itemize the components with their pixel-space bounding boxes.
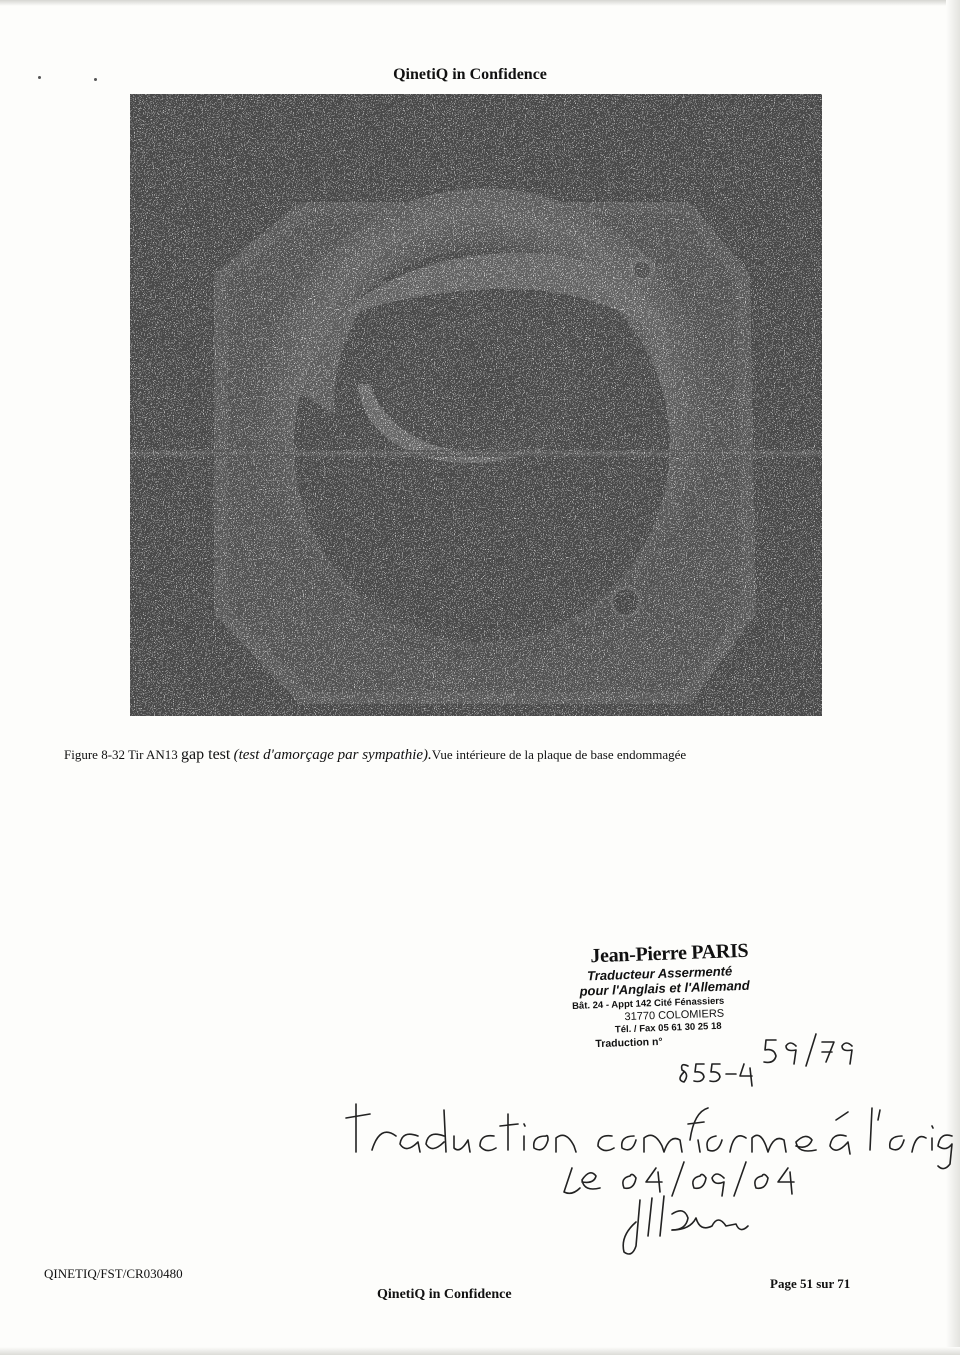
document-reference: QINETIQ/FST/CR030480 [44, 1266, 183, 1281]
scan-edge-top [0, 0, 960, 6]
handwritten-date [564, 1162, 794, 1196]
stamp-city: 31770 COLOMIERS [624, 1007, 725, 1024]
scan-edge-right [946, 0, 960, 1355]
handwritten-statement [346, 1104, 960, 1169]
handwritten-traduction-number [680, 1064, 752, 1086]
figure-caption [64, 746, 924, 764]
page-header-title: QinetiQ in Confidence [393, 66, 547, 83]
figure-italic-note: (test d'amorçage par sympathie). [233, 747, 432, 763]
handwritten-signature [623, 1196, 748, 1254]
scan-edge-bottom [0, 1347, 960, 1355]
base-plate-photo [130, 94, 822, 716]
stamp-traduction-label: Traduction n° [595, 1035, 663, 1051]
stamp-name: Jean-Pierre PARIS [589, 939, 749, 968]
stamp-phone: Tél. / Fax 05 61 30 25 18 [614, 1020, 722, 1036]
stamp-languages: pour l'Anglais et l'Allemand [579, 977, 750, 999]
stamp-address: Bât. 24 - Appt 142 Cité Fénassiers [571, 995, 725, 1012]
figure-gap-test: gap test [181, 746, 231, 763]
translator-stamp [570, 937, 834, 1051]
page-footer-title: QinetiQ in Confidence [377, 1287, 512, 1302]
page-number: Page 51 sur 71 [770, 1276, 851, 1291]
figure-description: Vue intérieure de la plaque de base endommagée [431, 747, 687, 762]
figure-label: Figure 8-32 Tir AN13 [64, 747, 178, 762]
stamp-role: Traducteur Assermenté [586, 963, 733, 984]
